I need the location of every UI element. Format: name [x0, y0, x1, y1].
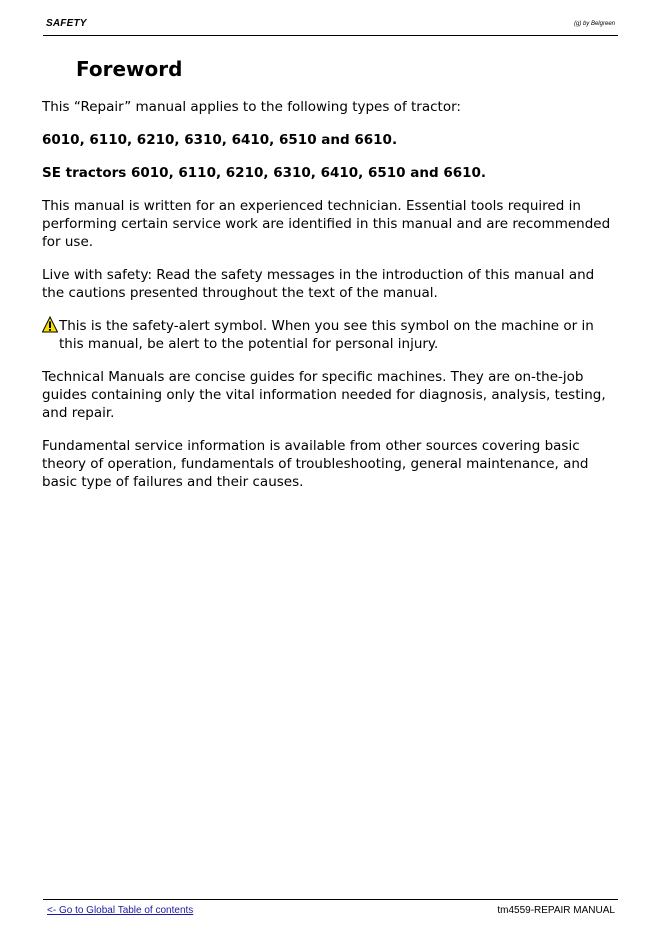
fundamental-paragraph: Fundamental service information is available from other sources covering basic theory of operation, fundamentals of troubleshooting, general maintenance, and basic type of failures and their causes.	[42, 438, 589, 490]
models-paragraph: 6010, 6110, 6210, 6310, 6410, 6510 and 6610.	[42, 132, 398, 148]
manual-id-label: tm4559-REPAIR MANUAL	[497, 905, 615, 916]
safety-alert-paragraph	[42, 317, 620, 353]
page-header	[43, 16, 618, 36]
intro-paragraph: This “Repair” manual applies to the following types of tractor:	[42, 99, 461, 115]
section-label: SAFETY	[46, 18, 87, 29]
technician-paragraph: This manual is written for an experienced technician. Essential tools required in performing certain service work are identified in this manual and are recommended for use.	[42, 198, 611, 250]
global-toc-link[interactable]: <- Go to Global Table of contents	[47, 905, 194, 916]
technical-manuals-paragraph: Technical Manuals are concise guides for specific machines. They are on-the-job guides containing only the vital information needed for diagnosis, analysis, testing, and repair.	[42, 369, 606, 421]
page-title: Foreword	[76, 57, 183, 81]
document-body	[42, 98, 620, 506]
page-footer	[43, 899, 618, 920]
credit-label: (g) by Belgreen	[573, 21, 615, 27]
safety-alert-text: This is the safety-alert symbol. When you see this symbol on the machine or in this manual, be alert to the potential for personal injury.	[59, 318, 594, 352]
live-safety-paragraph: Live with safety: Read the safety messages in the introduction of this manual and the cautions presented throughout the text of the manual.	[42, 267, 595, 301]
se-models-paragraph: SE tractors 6010, 6110, 6210, 6310, 6410, 6510 and 6610.	[42, 165, 487, 181]
warning-triangle-icon	[42, 316, 58, 333]
